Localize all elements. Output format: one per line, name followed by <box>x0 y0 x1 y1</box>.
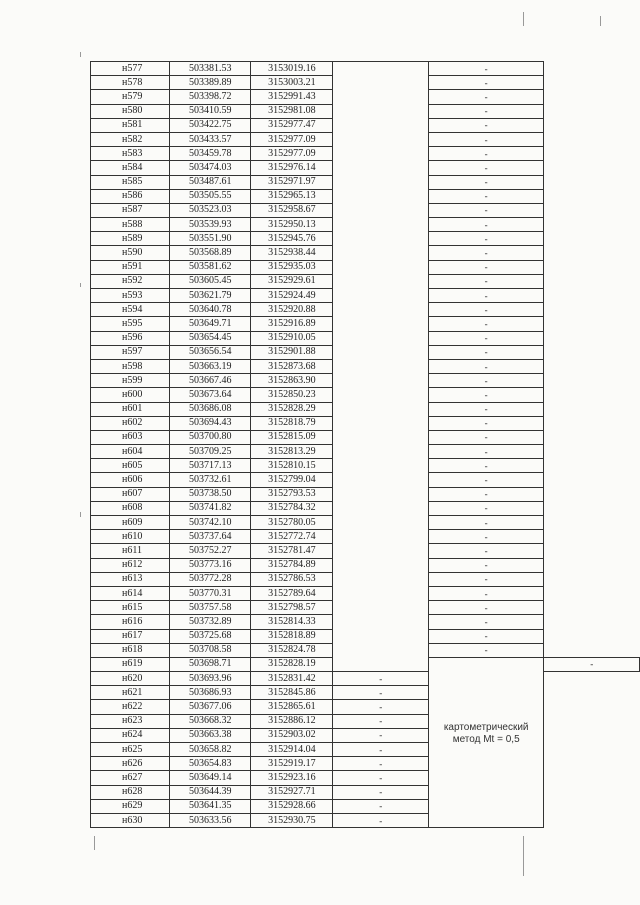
x-coordinate-cell: 503641.35 <box>170 799 251 813</box>
x-coordinate-cell: 503654.83 <box>170 757 251 771</box>
y-coordinate-cell: 3152780.05 <box>251 516 333 530</box>
x-coordinate-cell: 503649.14 <box>170 771 251 785</box>
point-id-cell: н589 <box>91 232 170 246</box>
description-cell: - <box>428 90 543 104</box>
point-id-cell: н581 <box>91 118 170 132</box>
description-cell: - <box>428 345 543 359</box>
point-id-cell: н609 <box>91 516 170 530</box>
y-coordinate-cell: 3152976.14 <box>251 161 333 175</box>
x-coordinate-cell: 503410.59 <box>170 104 251 118</box>
y-coordinate-cell: 3152845.86 <box>251 686 333 700</box>
y-coordinate-cell: 3152924.49 <box>251 289 333 303</box>
y-coordinate-cell: 3152930.75 <box>251 813 333 827</box>
x-coordinate-cell: 503668.32 <box>170 714 251 728</box>
description-cell: - <box>333 771 429 785</box>
x-coordinate-cell: 503568.89 <box>170 246 251 260</box>
x-coordinate-cell: 503737.64 <box>170 530 251 544</box>
point-id-cell: н600 <box>91 388 170 402</box>
point-id-cell: н614 <box>91 586 170 600</box>
description-cell: - <box>428 289 543 303</box>
x-coordinate-cell: 503581.62 <box>170 260 251 274</box>
description-cell: - <box>428 118 543 132</box>
x-coordinate-cell: 503389.89 <box>170 76 251 90</box>
table-row <box>91 757 640 771</box>
point-id-cell: н593 <box>91 289 170 303</box>
x-coordinate-cell: 503523.03 <box>170 203 251 217</box>
point-id-cell: н616 <box>91 615 170 629</box>
x-coordinate-cell: 503725.68 <box>170 629 251 643</box>
description-cell: - <box>428 516 543 530</box>
y-coordinate-cell: 3152815.09 <box>251 430 333 444</box>
point-id-cell: н607 <box>91 487 170 501</box>
point-id-cell: н605 <box>91 459 170 473</box>
x-coordinate-cell: 503505.55 <box>170 189 251 203</box>
coordinates-table <box>90 61 640 828</box>
description-cell: - <box>428 430 543 444</box>
x-coordinate-cell: 503709.25 <box>170 445 251 459</box>
description-cell: - <box>428 274 543 288</box>
y-coordinate-cell: 3152799.04 <box>251 473 333 487</box>
y-coordinate-cell: 3152910.05 <box>251 331 333 345</box>
y-coordinate-cell: 3152810.15 <box>251 459 333 473</box>
table-row <box>91 714 640 728</box>
y-coordinate-cell: 3152914.04 <box>251 743 333 757</box>
point-id-cell: н602 <box>91 416 170 430</box>
description-cell: - <box>428 246 543 260</box>
point-id-cell: н603 <box>91 430 170 444</box>
y-coordinate-cell: 3152813.29 <box>251 445 333 459</box>
description-cell: - <box>428 530 543 544</box>
x-coordinate-cell: 503398.72 <box>170 90 251 104</box>
y-coordinate-cell: 3152873.68 <box>251 359 333 373</box>
y-coordinate-cell: 3152965.13 <box>251 189 333 203</box>
x-coordinate-cell: 503741.82 <box>170 501 251 515</box>
description-cell: - <box>428 203 543 217</box>
description-cell: - <box>333 686 429 700</box>
description-cell: - <box>428 445 543 459</box>
x-coordinate-cell: 503539.93 <box>170 218 251 232</box>
method-label: картометрический <box>443 721 529 733</box>
point-id-cell: н610 <box>91 530 170 544</box>
description-cell: - <box>428 331 543 345</box>
y-coordinate-cell: 3152920.88 <box>251 303 333 317</box>
y-coordinate-cell: 3152935.03 <box>251 260 333 274</box>
x-coordinate-cell: 503487.61 <box>170 175 251 189</box>
x-coordinate-cell: 503742.10 <box>170 516 251 530</box>
description-cell: - <box>428 218 543 232</box>
x-coordinate-cell: 503656.54 <box>170 345 251 359</box>
point-id-cell: н584 <box>91 161 170 175</box>
table-row <box>91 686 640 700</box>
x-coordinate-cell: 503673.64 <box>170 388 251 402</box>
y-coordinate-cell: 3152928.66 <box>251 799 333 813</box>
description-cell: - <box>428 487 543 501</box>
point-id-cell: н611 <box>91 544 170 558</box>
description-cell: - <box>428 459 543 473</box>
point-id-cell: н598 <box>91 359 170 373</box>
method-cell <box>428 657 543 827</box>
x-coordinate-cell: 503694.43 <box>170 416 251 430</box>
scan-mark-left-3 <box>80 512 81 517</box>
y-coordinate-cell: 3152991.43 <box>251 90 333 104</box>
x-coordinate-cell: 503772.28 <box>170 572 251 586</box>
scan-mark-left-1 <box>80 52 81 57</box>
y-coordinate-cell: 3152950.13 <box>251 218 333 232</box>
y-coordinate-cell: 3152971.97 <box>251 175 333 189</box>
description-cell: - <box>428 260 543 274</box>
description-cell: - <box>428 558 543 572</box>
point-id-cell: н612 <box>91 558 170 572</box>
x-coordinate-cell: 503640.78 <box>170 303 251 317</box>
description-cell: - <box>428 147 543 161</box>
x-coordinate-cell: 503459.78 <box>170 147 251 161</box>
point-id-cell: н615 <box>91 601 170 615</box>
x-coordinate-cell: 503698.71 <box>170 657 251 671</box>
y-coordinate-cell: 3152818.89 <box>251 629 333 643</box>
scan-mark-top-right <box>523 12 524 26</box>
y-coordinate-cell: 3152828.19 <box>251 657 333 671</box>
x-coordinate-cell: 503693.96 <box>170 672 251 686</box>
table-row <box>91 799 640 813</box>
point-id-cell: н596 <box>91 331 170 345</box>
scan-mark-bottom-right <box>523 836 524 876</box>
point-id-cell: н624 <box>91 728 170 742</box>
description-cell: - <box>428 572 543 586</box>
description-cell: - <box>428 317 543 331</box>
point-id-cell: н582 <box>91 132 170 146</box>
point-id-cell: н618 <box>91 643 170 657</box>
table-row <box>91 743 640 757</box>
table-row <box>91 672 640 686</box>
description-cell: - <box>428 402 543 416</box>
x-coordinate-cell: 503686.08 <box>170 402 251 416</box>
point-id-cell: н621 <box>91 686 170 700</box>
description-cell: - <box>428 388 543 402</box>
point-id-cell: н585 <box>91 175 170 189</box>
x-coordinate-cell: 503686.93 <box>170 686 251 700</box>
description-cell: - <box>333 813 429 827</box>
point-id-cell: н613 <box>91 572 170 586</box>
scan-mark-top-far-right <box>600 16 601 26</box>
y-coordinate-cell: 3152981.08 <box>251 104 333 118</box>
y-coordinate-cell: 3152828.29 <box>251 402 333 416</box>
y-coordinate-cell: 3152863.90 <box>251 374 333 388</box>
description-cell: - <box>428 303 543 317</box>
description-cell: - <box>428 643 543 657</box>
y-coordinate-cell: 3152929.61 <box>251 274 333 288</box>
description-cell: - <box>333 714 429 728</box>
table-row <box>91 728 640 742</box>
description-cell: - <box>428 615 543 629</box>
x-coordinate-cell: 503621.79 <box>170 289 251 303</box>
description-cell: - <box>428 359 543 373</box>
point-id-cell: н592 <box>91 274 170 288</box>
y-coordinate-cell: 3152919.17 <box>251 757 333 771</box>
y-coordinate-cell: 3152977.09 <box>251 147 333 161</box>
point-id-cell: н622 <box>91 700 170 714</box>
y-coordinate-cell: 3152865.61 <box>251 700 333 714</box>
point-id-cell: н580 <box>91 104 170 118</box>
description-cell: - <box>428 132 543 146</box>
point-id-cell: н577 <box>91 62 170 76</box>
x-coordinate-cell: 503433.57 <box>170 132 251 146</box>
point-id-cell: н586 <box>91 189 170 203</box>
table-row <box>91 700 640 714</box>
method-accuracy-label: метод Mt = 0,5 <box>452 733 520 745</box>
y-coordinate-cell: 3152781.47 <box>251 544 333 558</box>
x-coordinate-cell: 503381.53 <box>170 62 251 76</box>
y-coordinate-cell: 3152818.79 <box>251 416 333 430</box>
y-coordinate-cell: 3152958.67 <box>251 203 333 217</box>
point-id-cell: н620 <box>91 672 170 686</box>
description-cell: - <box>428 544 543 558</box>
point-id-cell: н594 <box>91 303 170 317</box>
x-coordinate-cell: 503644.39 <box>170 785 251 799</box>
point-id-cell: н625 <box>91 743 170 757</box>
description-cell: - <box>428 76 543 90</box>
y-coordinate-cell: 3152945.76 <box>251 232 333 246</box>
point-id-cell: н628 <box>91 785 170 799</box>
description-cell: - <box>428 175 543 189</box>
point-id-cell: н623 <box>91 714 170 728</box>
point-id-cell: н630 <box>91 813 170 827</box>
y-coordinate-cell: 3152850.23 <box>251 388 333 402</box>
x-coordinate-cell: 503717.13 <box>170 459 251 473</box>
point-id-cell: н599 <box>91 374 170 388</box>
x-coordinate-cell: 503732.61 <box>170 473 251 487</box>
table-row <box>91 813 640 827</box>
point-id-cell: н601 <box>91 402 170 416</box>
point-id-cell: н579 <box>91 90 170 104</box>
y-coordinate-cell: 3152789.64 <box>251 586 333 600</box>
point-id-cell: н588 <box>91 218 170 232</box>
y-coordinate-cell: 3152886.12 <box>251 714 333 728</box>
description-cell: - <box>428 416 543 430</box>
x-coordinate-cell: 503633.56 <box>170 813 251 827</box>
x-coordinate-cell: 503757.58 <box>170 601 251 615</box>
y-coordinate-cell: 3152793.53 <box>251 487 333 501</box>
point-id-cell: н608 <box>91 501 170 515</box>
description-cell: - <box>428 161 543 175</box>
description-cell: - <box>333 799 429 813</box>
scan-mark-bottom-left <box>94 836 95 850</box>
table-row <box>91 771 640 785</box>
y-coordinate-cell: 3152798.57 <box>251 601 333 615</box>
y-coordinate-cell: 3152772.74 <box>251 530 333 544</box>
y-coordinate-cell: 3152938.44 <box>251 246 333 260</box>
x-coordinate-cell: 503667.46 <box>170 374 251 388</box>
description-cell: - <box>428 501 543 515</box>
x-coordinate-cell: 503677.06 <box>170 700 251 714</box>
description-cell: - <box>428 473 543 487</box>
point-id-cell: н619 <box>91 657 170 671</box>
x-coordinate-cell: 503654.45 <box>170 331 251 345</box>
x-coordinate-cell: 503770.31 <box>170 586 251 600</box>
description-cell: - <box>333 672 429 686</box>
point-id-cell: н587 <box>91 203 170 217</box>
x-coordinate-cell: 503752.27 <box>170 544 251 558</box>
point-id-cell: н591 <box>91 260 170 274</box>
description-cell: - <box>428 586 543 600</box>
description-cell: - <box>428 104 543 118</box>
description-cell: - <box>428 189 543 203</box>
point-id-cell: н629 <box>91 799 170 813</box>
x-coordinate-cell: 503551.90 <box>170 232 251 246</box>
point-id-cell: н595 <box>91 317 170 331</box>
x-coordinate-cell: 503663.38 <box>170 728 251 742</box>
point-id-cell: н590 <box>91 246 170 260</box>
y-coordinate-cell: 3152814.33 <box>251 615 333 629</box>
y-coordinate-cell: 3152903.02 <box>251 728 333 742</box>
x-coordinate-cell: 503773.16 <box>170 558 251 572</box>
description-cell: - <box>428 601 543 615</box>
description-cell: - <box>333 743 429 757</box>
description-cell: - <box>428 374 543 388</box>
description-cell: - <box>333 785 429 799</box>
x-coordinate-cell: 503732.89 <box>170 615 251 629</box>
description-cell: - <box>428 232 543 246</box>
description-cell: - <box>544 657 640 671</box>
x-coordinate-cell: 503663.19 <box>170 359 251 373</box>
scan-mark-left-2 <box>80 283 81 287</box>
x-coordinate-cell: 503605.45 <box>170 274 251 288</box>
y-coordinate-cell: 3152786.53 <box>251 572 333 586</box>
description-cell: - <box>333 757 429 771</box>
description-cell: - <box>428 629 543 643</box>
y-coordinate-cell: 3152923.16 <box>251 771 333 785</box>
description-cell: - <box>428 62 543 76</box>
x-coordinate-cell: 503422.75 <box>170 118 251 132</box>
table-row <box>91 785 640 799</box>
x-coordinate-cell: 503474.03 <box>170 161 251 175</box>
y-coordinate-cell: 3152831.42 <box>251 672 333 686</box>
y-coordinate-cell: 3153019.16 <box>251 62 333 76</box>
table-row <box>91 62 640 76</box>
point-id-cell: н578 <box>91 76 170 90</box>
y-coordinate-cell: 3152977.09 <box>251 132 333 146</box>
x-coordinate-cell: 503649.71 <box>170 317 251 331</box>
point-id-cell: н617 <box>91 629 170 643</box>
x-coordinate-cell: 503708.58 <box>170 643 251 657</box>
y-coordinate-cell: 3152927.71 <box>251 785 333 799</box>
point-id-cell: н583 <box>91 147 170 161</box>
description-cell: - <box>333 728 429 742</box>
y-coordinate-cell: 3153003.21 <box>251 76 333 90</box>
y-coordinate-cell: 3152784.89 <box>251 558 333 572</box>
y-coordinate-cell: 3152977.47 <box>251 118 333 132</box>
point-id-cell: н604 <box>91 445 170 459</box>
point-id-cell: н597 <box>91 345 170 359</box>
y-coordinate-cell: 3152916.89 <box>251 317 333 331</box>
description-cell: - <box>333 700 429 714</box>
y-coordinate-cell: 3152784.32 <box>251 501 333 515</box>
x-coordinate-cell: 503658.82 <box>170 743 251 757</box>
y-coordinate-cell: 3152824.78 <box>251 643 333 657</box>
x-coordinate-cell: 503738.50 <box>170 487 251 501</box>
coordinates-table-body <box>91 62 640 828</box>
method-cell-empty <box>333 62 429 672</box>
x-coordinate-cell: 503700.80 <box>170 430 251 444</box>
point-id-cell: н627 <box>91 771 170 785</box>
point-id-cell: н606 <box>91 473 170 487</box>
y-coordinate-cell: 3152901.88 <box>251 345 333 359</box>
point-id-cell: н626 <box>91 757 170 771</box>
